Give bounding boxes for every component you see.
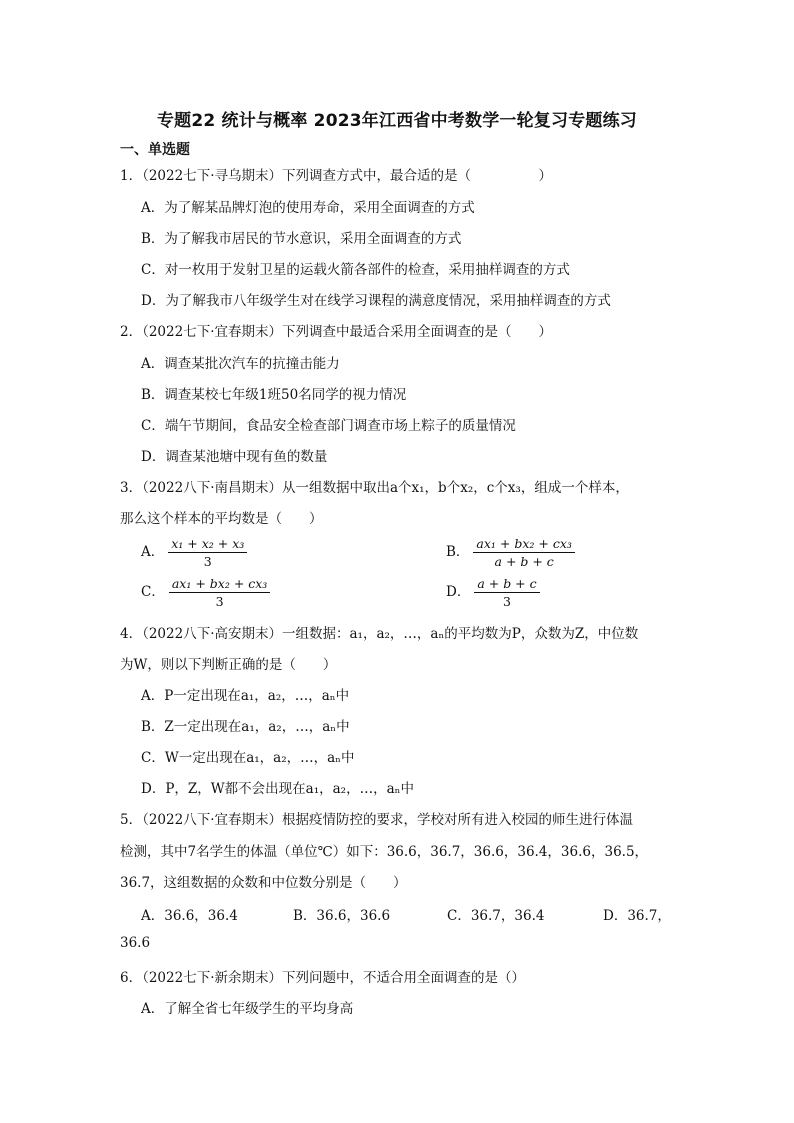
question-5-stem-line-1: 5．（2022八下·宜春期末）根据疫情防控的要求，学校对所有进入校园的师生进行体温	[120, 812, 633, 828]
question-4-stem-line-1: 4．（2022八下·高安期末）一组数据：a₁，a₂，…，aₙ的平均数为P，众数为Z，中位数	[120, 626, 639, 642]
question-1-option-d: D．为了解我市八年级学生对在线学习课程的满意度情况，采用抽样调查的方式	[141, 293, 611, 309]
fraction	[474, 576, 539, 609]
numerator: x₁ + x₂ + x₃	[168, 536, 247, 553]
numerator: a + b + c	[474, 576, 539, 593]
question-4-option-a: A．P一定出现在a₁，a₂，…，aₙ中	[141, 688, 350, 704]
question-2-option-b: B．调查某校七年级1班50名同学的视力情况	[141, 387, 407, 403]
fraction	[169, 576, 270, 609]
question-4-option-b: B．Z一定出现在a₁，a₂，…，aₙ中	[141, 719, 350, 735]
fraction	[473, 536, 574, 569]
question-6-option-a: A．了解全省七年级学生的平均身高	[141, 1001, 354, 1017]
section-heading: 一、单选题	[120, 142, 190, 158]
question-5-option-a: A．36.6，36.4	[141, 908, 238, 924]
question-4-stem-line-2: 为W，则以下判断正确的是（ ）	[120, 657, 337, 673]
page-title: 专题22 统计与概率 2023年江西省中考数学一轮复习专题练习	[156, 111, 637, 131]
denominator: 3	[215, 594, 224, 609]
question-2-option-d: D．调查某池塘中现有鱼的数量	[141, 449, 328, 465]
question-6-stem: 6．（2022七下·新余期末）下列问题中，不适合用全面调查的是（）	[120, 970, 525, 986]
question-3-stem-line-1: 3．（2022八下·南昌期末）从一组数据中取出a个x₁，b个x₂，c个x₃，组成一个样本，	[120, 480, 629, 496]
question-3-option-b	[446, 536, 575, 569]
numerator: ax₁ + bx₂ + cx₃	[473, 536, 574, 553]
question-1-option-b: B．为了解我市居民的节水意识，采用全面调查的方式	[141, 231, 462, 247]
question-3-option-c	[141, 576, 270, 609]
question-4-option-d: D．P，Z，W都不会出现在a₁，a₂，…，aₙ中	[141, 781, 414, 797]
numerator: ax₁ + bx₂ + cx₃	[169, 576, 270, 593]
question-5-stem-line-3: 36.7，这组数据的众数和中位数分别是（ ）	[120, 875, 407, 891]
question-5-option-d-continued: 36.6	[120, 935, 151, 951]
denominator: 3	[503, 594, 511, 609]
question-2-option-c: C．端午节期间，食品安全检查部门调查市场上粽子的质量情况	[141, 418, 516, 434]
question-4-option-c: C．W一定出现在a₁，a₂，…，aₙ中	[141, 750, 355, 766]
option-label: B．	[446, 544, 470, 560]
question-1-stem: 1．（2022七下·寻乌期末）下列调查方式中，最合适的是（ ）	[120, 168, 552, 184]
question-3-stem-line-2: 那么这个样本的平均数是（ ）	[120, 511, 323, 527]
question-5-option-c: C．36.7，36.4	[447, 908, 545, 924]
option-label: C．	[141, 584, 165, 600]
question-3-option-a	[141, 536, 247, 569]
denominator: a + b + c	[494, 554, 554, 569]
option-label: D．	[446, 584, 471, 600]
question-2-option-a: A．调查某批次汽车的抗撞击能力	[141, 356, 340, 372]
question-1-option-c: C．对一枚用于发射卫星的运载火箭各部件的检查，采用抽样调查的方式	[141, 262, 570, 278]
question-3-option-d	[446, 576, 540, 609]
question-5-option-b: B．36.6，36.6	[293, 908, 391, 924]
question-1-option-a: A．为了解某品牌灯泡的使用寿命，采用全面调查的方式	[141, 200, 475, 216]
option-label: A．	[141, 544, 165, 560]
fraction	[168, 536, 247, 569]
denominator: 3	[203, 554, 212, 569]
question-5-stem-line-2: 检测，其中7名学生的体温（单位℃）如下：36.6，36.7，36.6，36.4，36.6，36.5，	[120, 844, 649, 860]
question-2-stem: 2．（2022七下·宜春期末）下列调查中最适合采用全面调查的是（ ）	[120, 324, 552, 340]
question-5-option-d: D．36.7，	[603, 908, 671, 924]
